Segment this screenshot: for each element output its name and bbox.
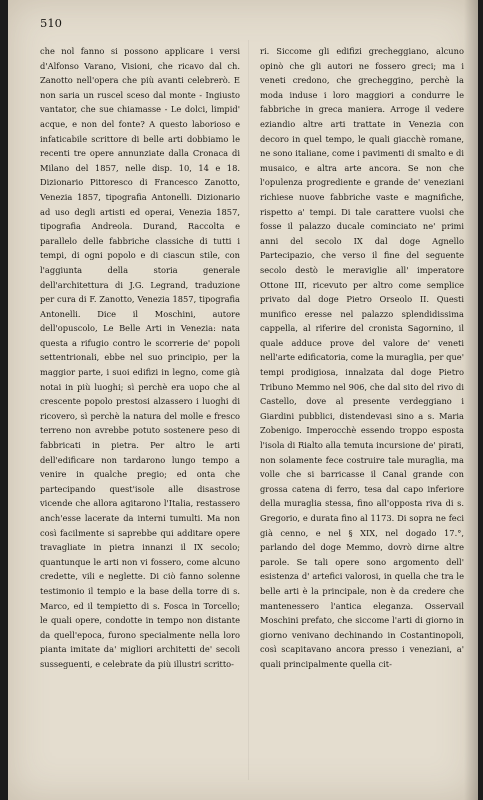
page-number: 510	[40, 16, 62, 30]
left-text-column	[40, 44, 240, 672]
right-column-text: ri. Siccome gli edifizi grecheggiano, alcuno opinò che gli autori ne fossero greci; ma i veneti credono, che grecheggino, perchè la moda induse i loro maggiori a condurre le fabbriche in greca maniera. Arroge il vedere eziandio altre arti trattate in Venezia con decoro in quel tempo, le quali giacchè romane, ne sono italiane, come i pavimenti di smalto e di musaico, e altra arte ancora. Se non che l'opulenza progrediente e grande de' veneziani richiese nuove fabbriche vaste e magnifiche, rispetto a' tempi. Di tale carattere vuolsi che fosse il palazzo ducale cominciato ne' primi anni del secolo IX dal doge Agnello Partecipazio, che verso il fine del seguente secolo destò le meraviglie all' imperatore Ottone III, ricevuto per altro come semplice privato dal doge Pietro Orseolo II. Questi munifico eresse nel palazzo splendidissima cappella, al riferire del cronista Sagornino, il quale adduce prove del valore de' veneti nell'arte edificatoria, come la muraglia, per que' tempi prodigiosa, innalzata dal doge Pietro Tribuno Memmo nel 906, che dal sito del rivo di Castello, dove al presente verdeggiano i Giardini pubblici, distendevasi sino a s. Maria Zobenigo. Imperocchè essendo troppo esposta l'isola di Rialto alla temuta incursione de' pirati, non solamente fece costruire tale muraglia, ma volle che si barricasse il Canal grande con grossa catena di ferro, tesa dal capo inferiore della muraglia stessa, fino all'opposta riva di s. Gregorio, e durata fino al 1173. Di sopra ne feci già cenno, e nel § XIX, nel dogado 17.°, parlando del doge Memmo, dovrò dirne altre parole. Se tali opere sono argomento dell' esistenza d' artefici valorosi, in quella che tra le belle arti è la principale, non è da credere che mantenessero l'antica eleganza. Osservail Moschini prefato, che siccome l'arti di giorno in giorno venivano dechinando in Costantinopoli, così scapitavano ancora presso i veneziani, a' quali principalmente quella cit-	[260, 46, 464, 669]
right-text-column	[260, 44, 464, 672]
book-page	[8, 0, 478, 800]
column-gutter	[248, 40, 249, 780]
left-column-text: che nol fanno si possono applicare i versi d'Alfonso Varano, Visioni, che ricavo dal ch. Zanotto nell'opera che più avanti celebrerò. E non saria un ruscel sceso dal monte - Ingiusto vantator, che sue chiamasse - Le dolci, limpid' acque, e non del fonte? A questo laborioso e infaticabile scrittore di belle arti dobbiamo le recenti tre opere annunziate dalla Cronaca di Milano del 1857, nelle disp. 10, 14 e 18. Dizionario Pittoresco di Francesco Zanotto, Venezia 1857, tipografia Antonelli. Dizionario ad uso degli artisti ed operai, Venezia 1857, tipografia Andreola. Durand, Raccolta e parallelo delle fabbriche classiche di tutti i tempi, di ogni popolo e di ciascun stile, con l'aggiunta della storia generale dell'architettura di J.G. Legrand, traduzione per cura di F. Zanotto, Venezia 1857, tipografia Antonelli. Dice il Moschini, autore dell'opuscolo, Le Belle Arti in Venezia: nata questa a rifugio contro le scorrerie de' popoli settentrionali, ebbe nel suo principio, per la maggior parte, i suoi edifizi in legno, come già notai in più luoghi; sì perchè era uopo che al crescente popolo prestosi alzassero i luoghi di ricovero, sì perchè la natura del molle e fresco terreno non avrebbe potuto sostenere peso di fabbricati in pietra. Per altro le arti dell'edificare non tardarono lungo tempo a venire in qualche pregio; ed onta che partecipando quest'isole alle disastrose vicende che allora agitarono l'Italia, restassero anch'esse lacerate da interni tumulti. Ma non così facilmente si saprebbe qui additare opere travagliate in pietra innanzi il IX secolo; quantunque le arti non vi fossero, come alcuno credette, vili e neglette. Di ciò fanno solenne testimonio il tempio e la base della torre di s. Marco, ed il tempietto di s. Fosca in Torcello; le quali opere, condotte in tempo non distante da quell'epoca, furono specialmente nella loro pianta imitate da' migliori architetti de' secoli susseguenti, e celebrate da più illustri scritto-	[40, 46, 240, 669]
page-edge-shadow	[464, 0, 478, 800]
